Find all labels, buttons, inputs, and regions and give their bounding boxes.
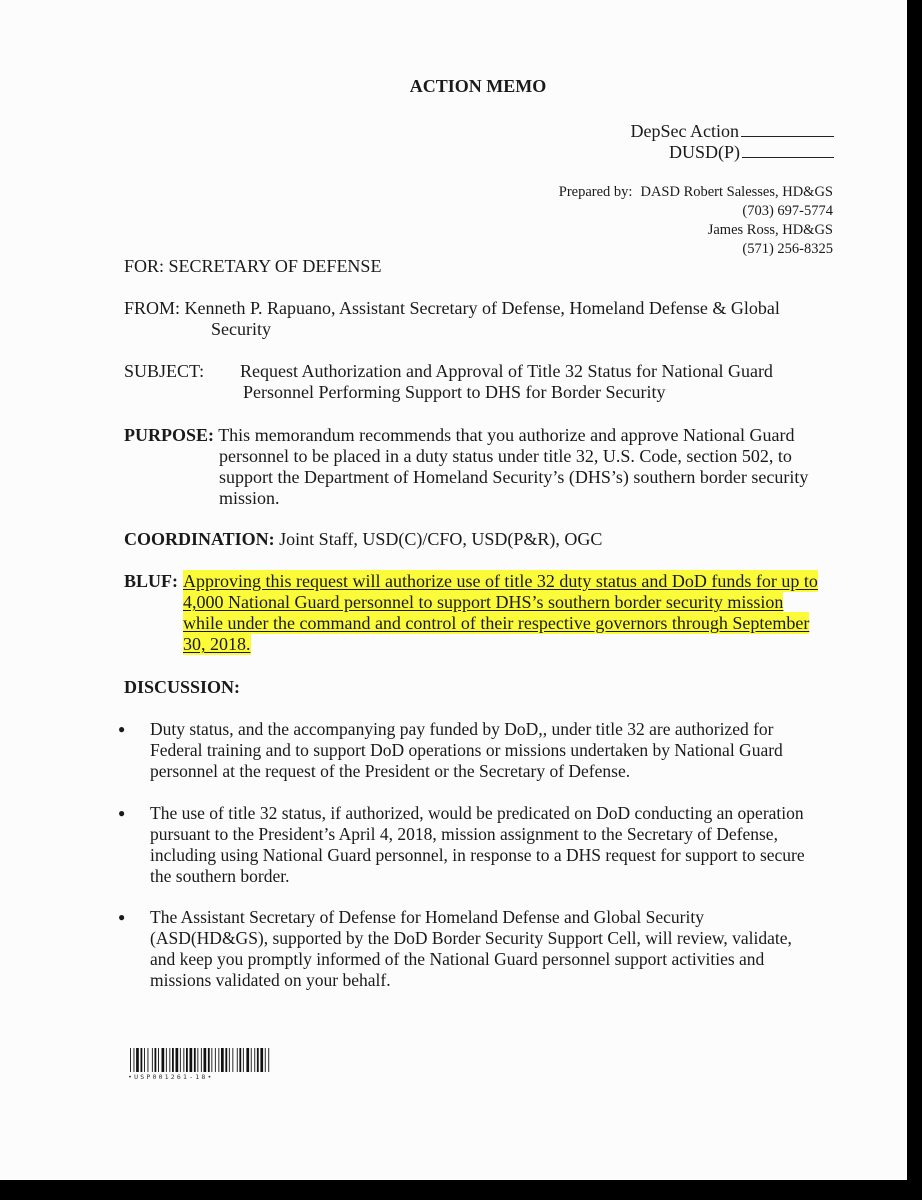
bullet-3-line-4: missions validated on your behalf. (150, 970, 391, 990)
bullet-1-line-1: Duty status, and the accompanying pay funded by DoD,, under title 32 are authorized for (150, 719, 774, 739)
discussion-bullet-3 (118, 907, 838, 991)
depsec-action-label: DepSec Action (630, 121, 739, 141)
preparer-1-phone: (703) 697-5774 (742, 203, 833, 219)
bullet-dot-icon: ● (118, 806, 126, 820)
barcode-icon (130, 1048, 270, 1072)
prepared-by-block (559, 183, 833, 259)
from-line-1: FROM: Kenneth P. Rapuano, Assistant Secretary of Defense, Homeland Defense & Global (124, 298, 780, 318)
bluf-line-2: 4,000 National Guard personnel to support DHS’s southern border security mission (183, 592, 784, 612)
depsec-action-blank (741, 135, 834, 137)
depsec-action-line (631, 121, 834, 142)
subject-line-2: Personnel Performing Support to DHS for Border Security (243, 382, 666, 402)
barcode-number: •USP001261-18• (128, 1073, 214, 1081)
subject-block (124, 361, 824, 403)
bullet-2-line-2: pursuant to the President’s April 4, 2018, mission assignment to the Secretary of Defense, (150, 824, 778, 844)
bluf-line-3: while under the command and control of their respective governors through September (183, 613, 810, 633)
coordination-block (124, 529, 824, 550)
coordination-text: Joint Staff, USD(C)/CFO, USD(P&R), OGC (279, 529, 603, 549)
bullet-2-line-1: The use of title 32 status, if authorized, would be predicated on DoD conducting an operation (150, 803, 804, 823)
bullet-1-line-3: personnel at the request of the President or the Secretary of Defense. (150, 761, 631, 781)
preparer-1-name: DASD Robert Salesses, HD&GS (640, 184, 833, 200)
dusd-p-blank (742, 156, 834, 158)
dusd-p-line (631, 142, 834, 163)
preparer-2-name: James Ross, HD&GS (707, 222, 833, 238)
bullet-2-line-4: the southern border. (150, 866, 290, 886)
for-line: FOR: SECRETARY OF DEFENSE (124, 256, 382, 276)
preparer-2-phone: (571) 256-8325 (742, 241, 833, 257)
discussion-bullet-1 (118, 719, 838, 782)
bullet-dot-icon: ● (118, 910, 126, 924)
purpose-label: PURPOSE: (124, 425, 214, 445)
bluf-label: BLUF: (124, 571, 178, 591)
from-block (124, 298, 824, 340)
discussion-heading: DISCUSSION: (124, 677, 241, 697)
discussion-bullet-2 (118, 803, 838, 887)
subject-line-1: Request Authorization and Approval of Title 32 Status for National Guard (240, 361, 773, 381)
purpose-line-4: mission. (219, 488, 280, 508)
bullet-3-line-3: and keep you promptly informed of the National Guard personnel support activities and (150, 949, 765, 969)
bullet-2-line-3: including using National Guard personnel, in response to a DHS request for support to secure (150, 845, 805, 865)
from-line-2: Security (211, 319, 271, 339)
bullet-dot-icon: ● (118, 722, 126, 736)
memo-title: ACTION MEMO (409, 76, 547, 96)
coordination-label: COORDINATION: (124, 529, 275, 549)
subject-label: SUBJECT: (124, 361, 205, 381)
purpose-line-1: This memorandum recommends that you authorize and approve National Guard (218, 425, 795, 445)
purpose-line-3: support the Department of Homeland Security’s (DHS’s) southern border security (219, 467, 809, 487)
purpose-line-2: personnel to be placed in a duty status under title 32, U.S. Code, section 502, to (219, 446, 792, 466)
bullet-3-line-1: The Assistant Secretary of Defense for Homeland Defense and Global Security (150, 907, 704, 927)
bluf-line-4: 30, 2018. (183, 634, 251, 654)
action-routing-block (631, 121, 834, 163)
bluf-highlighted-text (183, 571, 833, 655)
bullet-1-line-2: Federal training and to support DoD operations or missions undertaken by National Guard (150, 740, 783, 760)
purpose-block (124, 425, 824, 509)
bluf-line-1: Approving this request will authorize use of title 32 duty status and DoD funds for up to (183, 571, 818, 591)
bullet-3-line-2: (ASD(HD&GS), supported by the DoD Border Security Support Cell, will review, validate, (150, 928, 792, 948)
dusd-p-label: DUSD(P) (668, 142, 740, 162)
prepared-by-label: Prepared by: (558, 184, 633, 200)
